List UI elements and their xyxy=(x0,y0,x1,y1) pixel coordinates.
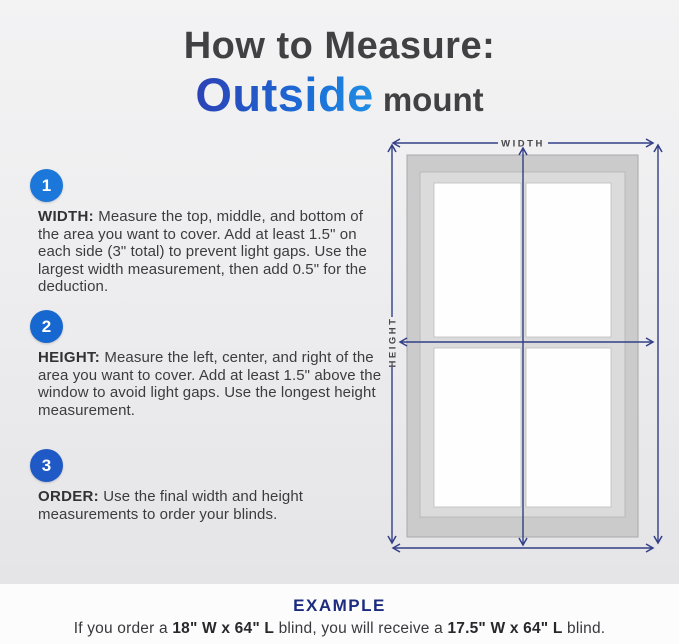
example-receive-size: 17.5" W x 64" L xyxy=(447,620,563,637)
example-middle: blind, you will receive a xyxy=(274,620,448,637)
title-line2 xyxy=(0,68,679,121)
step-height xyxy=(30,310,386,419)
example-suffix: blind. xyxy=(562,620,606,637)
title-mount: mount xyxy=(382,81,484,118)
width-label: WIDTH xyxy=(501,138,545,150)
height-label: HEIGHT xyxy=(387,316,399,368)
step-1-label: WIDTH: xyxy=(38,208,94,225)
window-pane-top-left xyxy=(434,183,521,337)
example-section xyxy=(0,584,679,644)
window-diagram xyxy=(370,125,679,600)
step-1-text xyxy=(38,208,386,296)
example-order-size: 18" W x 64" L xyxy=(172,620,275,637)
title-highlight-outside: Outside xyxy=(195,68,374,121)
step-3-body: Use the final width and height measurements to order your blinds. xyxy=(38,488,304,523)
step-width xyxy=(30,169,386,296)
step-1-body: Measure the top, middle, and bottom of the area you want to cover. Add at least 1.5" on each side (3" total) to prevent light gaps. Use the largest width measurement, then add 0.5" for the deduction. xyxy=(38,208,367,295)
example-heading: EXAMPLE xyxy=(293,596,386,615)
step-3-badge: 3 xyxy=(30,449,63,482)
page-title xyxy=(0,25,679,121)
step-3-label: ORDER: xyxy=(38,488,99,505)
window-pane-top-right xyxy=(526,183,611,337)
title-line1: How to Measure: xyxy=(183,25,496,67)
example-text xyxy=(0,620,679,638)
window-pane-bottom-right xyxy=(526,348,611,507)
step-1-badge: 1 xyxy=(30,169,63,202)
step-3-text xyxy=(38,488,386,523)
step-2-badge: 2 xyxy=(30,310,63,343)
step-2-text xyxy=(38,349,386,419)
step-2-body: Measure the left, center, and right of the area you want to cover. Add at least 1.5" above the window to avoid light gaps. Use the longest height measurement. xyxy=(38,349,382,419)
example-prefix: If you order a xyxy=(73,620,173,637)
window-pane-bottom-left xyxy=(434,348,521,507)
step-2-label: HEIGHT: xyxy=(38,349,101,366)
step-order xyxy=(30,449,386,523)
